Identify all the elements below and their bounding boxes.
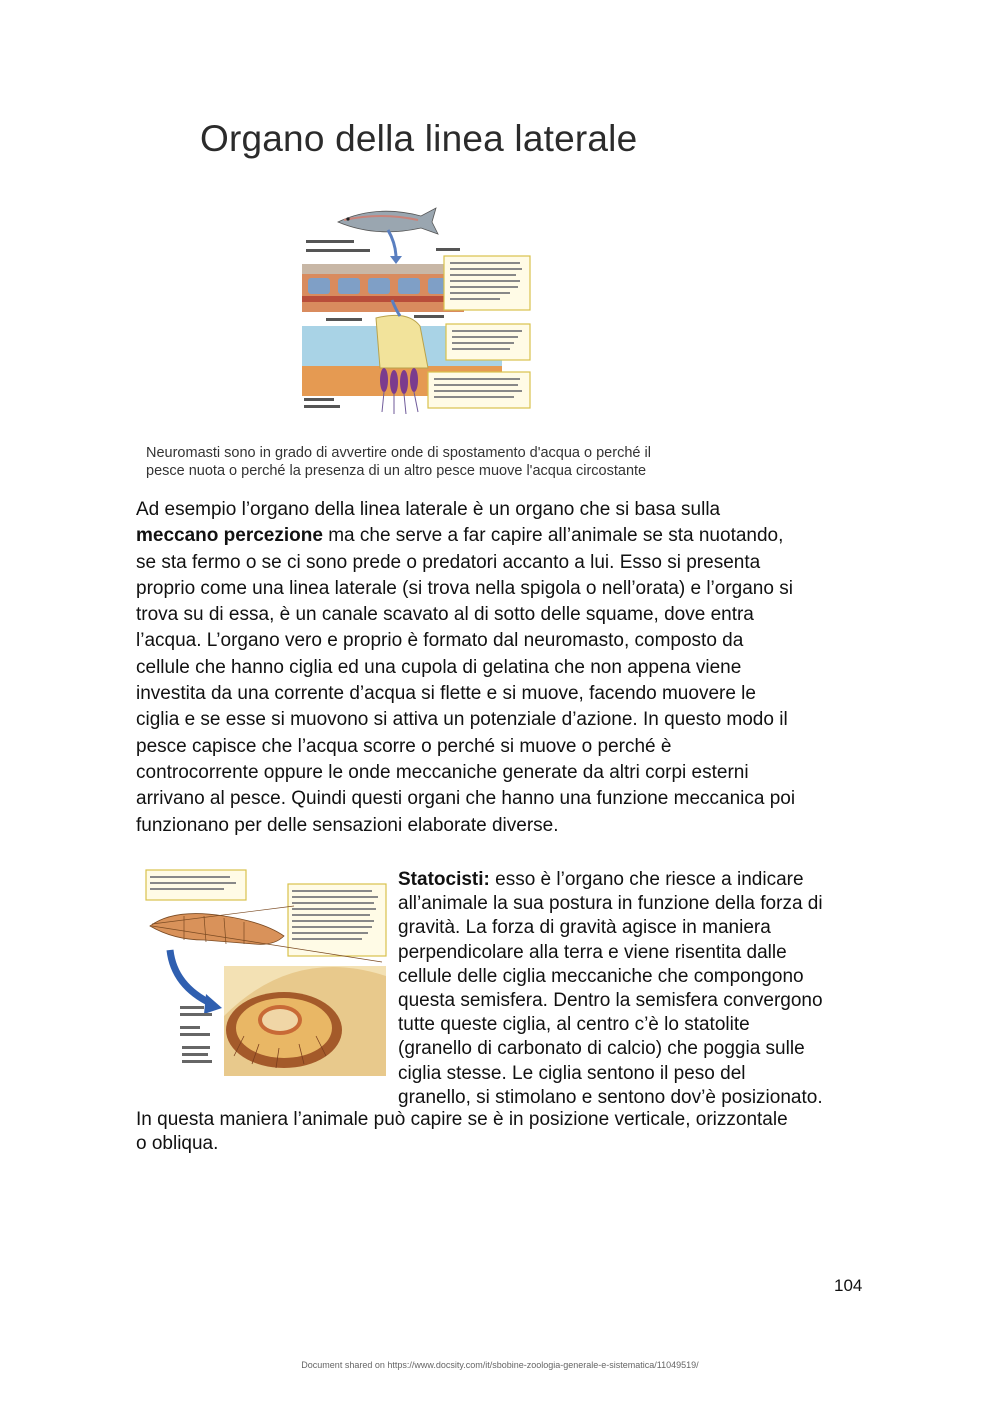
arrow-down-1 (388, 230, 396, 258)
text-run: ma che serve a far capire all’animale se sta nuotando, (322, 525, 784, 547)
paragraph-line: cellule delle ciglia meccaniche che compongono (398, 965, 804, 987)
paragraph-line: (granello di carbonato di calcio) che poggia sulle (398, 1038, 805, 1060)
paragraph-line: proprio come una linea laterale (si trova nella spigola o nell’orata) e l’organo si (136, 577, 793, 599)
paragraph-line: granello, si stimolano e sentono dov’è posizionato. (398, 1086, 823, 1108)
figure2-labels (180, 1006, 212, 1063)
paragraph-line: o obliqua. (136, 1133, 219, 1155)
statocyst-figure (144, 866, 389, 1081)
bold-term: meccano percezione (136, 525, 323, 547)
paragraph-line: pesce capisce che l’acqua scorre o perché si muove o perché è (136, 735, 672, 757)
paragraph-lateral-line (136, 497, 876, 839)
page-number: 104 (834, 1276, 863, 1295)
bold-term: Statocisti: (398, 869, 490, 890)
slide-title: Organo della linea laterale (200, 118, 638, 159)
paragraph-statocyst-tail (136, 1108, 876, 1156)
paragraph-line (136, 523, 876, 549)
text-run: esso è l’organo che riesce a indicare (489, 869, 804, 890)
paragraph-line: Ad esempio l’organo della linea laterale è un organo che si basa sulla (136, 499, 721, 520)
footer-link[interactable]: Document shared on https://www.docsity.com/it/sbobine-zoologia-generale-e-sistematica/11049519/ (301, 1360, 699, 1370)
paragraph-line: ciglia e se esse si muovono si attiva un potenziale d’azione. In questo modo il (136, 709, 788, 731)
paragraph-line: investita da una corrente d’acqua si flette e si muove, facendo muovere le (136, 683, 756, 705)
paragraph-line: questa semisfera. Dentro la semisfera convergono (398, 990, 823, 1012)
paragraph-line: ciglia stesse. Le ciglia sentono il peso del (398, 1062, 746, 1084)
paragraph-line: gravità. La forza di gravità agisce in maniera (398, 917, 771, 939)
paragraph-line: arrivano al pesce. Quindi questi organi che hanno una funzione meccanica poi (136, 788, 796, 810)
paragraph-line: se sta fermo o se ci sono prede o predatori accanto a lui. Esso si presenta (136, 551, 761, 573)
paragraph-line: tutte queste ciglia, al centro c’è lo statolite (398, 1014, 750, 1036)
paragraph-line: controcorrente oppure le onde meccaniche generate da altri corpi esterni (136, 761, 749, 783)
paragraph-statocyst (398, 868, 873, 1110)
paragraph-line: l’acqua. L’organo vero e proprio è formato dal neuromasto, composto da (136, 630, 744, 652)
paragraph-line: trova su di essa, è un canale scavato al di sotto delle squame, dove entra (136, 604, 754, 626)
figure-caption (146, 444, 706, 480)
paragraph-line: all’animale la sua postura in funzione della forza di (398, 893, 823, 915)
paragraph-line (398, 868, 873, 892)
paragraph-line: perpendicolare alla terra e viene risentita dalle (398, 941, 787, 963)
paragraph-line: In questa maniera l’animale può capire se è in posizione verticale, orizzontale (136, 1109, 788, 1130)
caption-line: pesce nuota o perché la presenza di un altro pesce muove l'acqua circostante (146, 463, 647, 479)
arrow-curve (170, 950, 212, 1004)
lateral-line-figure (296, 200, 536, 418)
paragraph-line: funzionano per delle sensazioni elaborate diverse. (136, 814, 559, 836)
caption-line: Neuromasti sono in grado di avvertire onde di spostamento d'acqua o perché il (146, 445, 651, 461)
paragraph-line: cellule che hanno ciglia ed una cupola di gelatina che non appena viene (136, 656, 742, 678)
